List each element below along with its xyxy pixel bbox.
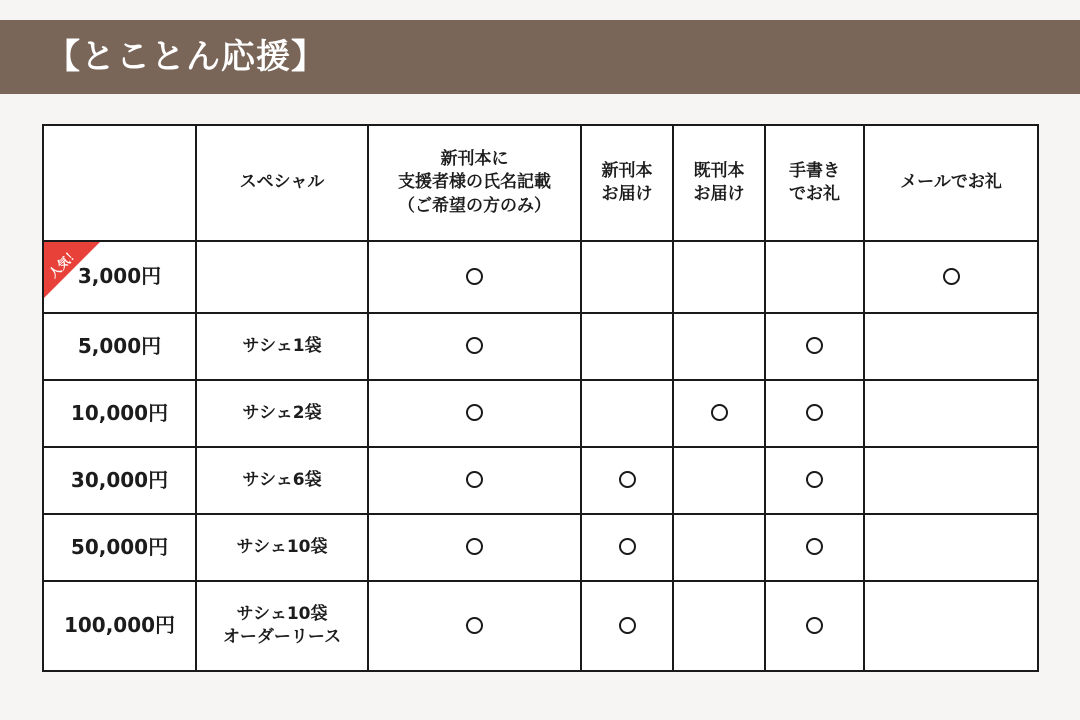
benefit-cell <box>673 313 765 380</box>
price-cell <box>43 514 196 581</box>
circle-mark-icon <box>711 404 728 421</box>
special-cell: サシェ2袋 <box>196 380 368 447</box>
benefit-cell <box>864 380 1038 447</box>
price-cell <box>43 313 196 380</box>
benefit-cell <box>368 447 581 514</box>
special-cell: サシェ10袋 <box>196 514 368 581</box>
circle-mark-icon <box>619 471 636 488</box>
benefit-cell <box>673 581 765 671</box>
benefit-cell <box>581 241 673 313</box>
circle-mark-icon <box>466 538 483 555</box>
benefit-cell <box>581 581 673 671</box>
benefit-cell <box>581 514 673 581</box>
benefit-cell <box>673 241 765 313</box>
benefit-cell <box>368 380 581 447</box>
benefit-cell <box>765 447 864 514</box>
benefit-cell <box>864 241 1038 313</box>
special-cell: サシェ10袋 オーダーリース <box>196 581 368 671</box>
price-label: 5,000円 <box>77 333 162 358</box>
special-cell <box>196 241 368 313</box>
price-label: 30,000円 <box>70 467 169 492</box>
benefit-cell <box>765 313 864 380</box>
price-cell <box>43 447 196 514</box>
circle-mark-icon <box>466 471 483 488</box>
price-cell <box>43 380 196 447</box>
benefit-cell <box>765 380 864 447</box>
header-name-credit: 新刊本に 支援者様の氏名記載 （ご希望の方のみ） <box>368 125 581 241</box>
circle-mark-icon <box>466 337 483 354</box>
benefit-cell <box>765 514 864 581</box>
price-cell <box>43 241 196 313</box>
price-label: 10,000円 <box>70 400 169 425</box>
circle-mark-icon <box>466 268 483 285</box>
circle-mark-icon <box>806 404 823 421</box>
table-row <box>43 380 1038 447</box>
circle-mark-icon <box>466 404 483 421</box>
header-row <box>43 125 1038 241</box>
benefit-cell <box>673 380 765 447</box>
table-row <box>43 514 1038 581</box>
price-label: 50,000円 <box>70 534 169 559</box>
circle-mark-icon <box>466 617 483 634</box>
table-row <box>43 241 1038 313</box>
table-row <box>43 447 1038 514</box>
special-cell: サシェ1袋 <box>196 313 368 380</box>
benefit-cell <box>673 514 765 581</box>
popular-badge-label: 人気！ <box>46 245 82 281</box>
benefit-cell <box>765 581 864 671</box>
table-row <box>43 581 1038 671</box>
benefit-cell <box>581 380 673 447</box>
header-handwritten-thanks: 手書き でお礼 <box>765 125 864 241</box>
benefit-cell <box>864 447 1038 514</box>
price-cell <box>43 581 196 671</box>
price-label: 100,000円 <box>63 613 176 638</box>
special-cell: サシェ6袋 <box>196 447 368 514</box>
benefit-cell <box>765 241 864 313</box>
page-title: 【とことん応援】 <box>46 37 326 77</box>
benefit-cell <box>368 241 581 313</box>
circle-mark-icon <box>943 268 960 285</box>
table-row <box>43 313 1038 380</box>
benefit-cell <box>368 581 581 671</box>
header-email-thanks: メールでお礼 <box>864 125 1038 241</box>
circle-mark-icon <box>806 471 823 488</box>
reward-table <box>42 124 1039 672</box>
header-corner <box>43 125 196 241</box>
benefit-cell <box>581 447 673 514</box>
benefit-cell <box>864 581 1038 671</box>
benefit-cell <box>673 447 765 514</box>
header-special: スペシャル <box>196 125 368 241</box>
circle-mark-icon <box>806 617 823 634</box>
benefit-cell <box>368 313 581 380</box>
header-new-book: 新刊本 お届け <box>581 125 673 241</box>
circle-mark-icon <box>619 538 636 555</box>
benefit-cell <box>368 514 581 581</box>
circle-mark-icon <box>806 337 823 354</box>
benefit-cell <box>581 313 673 380</box>
circle-mark-icon <box>806 538 823 555</box>
header-back-catalog: 既刊本 お届け <box>673 125 765 241</box>
price-label: 3,000円 <box>77 264 162 289</box>
benefit-cell <box>864 313 1038 380</box>
title-bar <box>0 20 1080 94</box>
circle-mark-icon <box>619 617 636 634</box>
benefit-cell <box>864 514 1038 581</box>
